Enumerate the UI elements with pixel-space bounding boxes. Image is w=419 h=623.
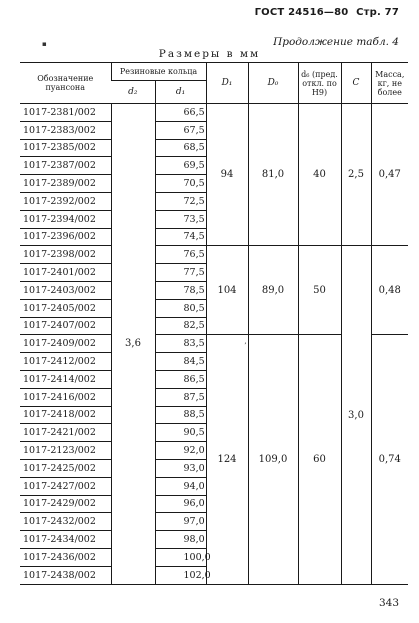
row-designation: 1017-2409/002 bbox=[20, 335, 111, 353]
row-designation: 1017-2414/002 bbox=[20, 370, 111, 388]
print-speck: ▪ bbox=[42, 40, 47, 48]
row-designation: 1017-2418/002 bbox=[20, 406, 111, 424]
row-d1: 86,5 bbox=[155, 370, 206, 388]
column-header-D1: D₁ bbox=[206, 63, 248, 104]
column-header-designation: Обозначение пуансона bbox=[20, 63, 111, 104]
row-designation: 1017-2407/002 bbox=[20, 317, 111, 335]
row-d1: 92,0 bbox=[155, 442, 206, 460]
row-designation: 1017-2421/002 bbox=[20, 424, 111, 442]
cell-mass-group-1: 0,47 bbox=[371, 104, 408, 246]
cell-d6-group-3: 60 bbox=[298, 335, 341, 584]
row-designation: 1017-2416/002 bbox=[20, 388, 111, 406]
column-header-mass: Масса, кг, не более bbox=[371, 63, 408, 104]
row-designation: 1017-2381/002 bbox=[20, 104, 111, 122]
row-designation: 1017-2436/002 bbox=[20, 548, 111, 566]
cell-C-shared: 3,0 bbox=[341, 246, 371, 584]
row-designation: 1017-2401/002 bbox=[20, 264, 111, 282]
row-d1: 98,0 bbox=[155, 531, 206, 549]
row-d1: 80,5 bbox=[155, 299, 206, 317]
sizes-title: Размеры в мм bbox=[158, 48, 261, 60]
row-d1: 73,5 bbox=[155, 210, 206, 228]
row-d1: 77,5 bbox=[155, 264, 206, 282]
row-designation: 1017-2389/002 bbox=[20, 175, 111, 193]
row-d1: 102,0 bbox=[155, 566, 206, 584]
row-designation: 1017-2383/002 bbox=[20, 121, 111, 139]
cell-mass-group-3: 0,74 bbox=[371, 335, 408, 584]
row-d1: 94,0 bbox=[155, 477, 206, 495]
row-d1: 90,5 bbox=[155, 424, 206, 442]
row-d1: 68,5 bbox=[155, 139, 206, 157]
row-d1: 84,5 bbox=[155, 353, 206, 371]
cell-D1-group-1: 94 bbox=[206, 104, 248, 246]
row-d1: 69,5 bbox=[155, 157, 206, 175]
row-d1: 78,5 bbox=[155, 281, 206, 299]
row-d1: 93,0 bbox=[155, 459, 206, 477]
row-designation: 1017-2396/002 bbox=[20, 228, 111, 246]
column-header-C: C bbox=[341, 63, 371, 104]
row-designation: 1017-2392/002 bbox=[20, 192, 111, 210]
standard-number: ГОСТ 24516—80 bbox=[254, 7, 349, 18]
print-speck: ʼ bbox=[244, 342, 247, 350]
column-header-d6: d₆ (пред. откл. по H9) bbox=[298, 63, 341, 104]
row-d1: 97,0 bbox=[155, 513, 206, 531]
cell-D1-group-3: 124 bbox=[206, 335, 248, 584]
column-header-D0: D₀ bbox=[248, 63, 298, 104]
row-d1: 76,5 bbox=[155, 246, 206, 264]
cell-d6-group-1: 40 bbox=[298, 104, 341, 246]
cell-d6-group-2: 50 bbox=[298, 246, 341, 335]
row-designation: 1017-2425/002 bbox=[20, 459, 111, 477]
row-designation: 1017-2394/002 bbox=[20, 210, 111, 228]
row-d1: 96,0 bbox=[155, 495, 206, 513]
cell-C-group-1: 2,5 bbox=[341, 104, 371, 246]
column-header-d2: d₂ bbox=[111, 81, 155, 104]
row-designation: 1017-2387/002 bbox=[20, 157, 111, 175]
page-number: 343 bbox=[378, 597, 399, 609]
row-d1: 70,5 bbox=[155, 175, 206, 193]
row-designation: 1017-2434/002 bbox=[20, 531, 111, 549]
row-d1: 82,5 bbox=[155, 317, 206, 335]
table-row bbox=[20, 246, 408, 264]
column-header-rubber-rings: Резиновые кольца bbox=[111, 63, 206, 81]
row-d1: 67,5 bbox=[155, 121, 206, 139]
row-designation: 1017-2385/002 bbox=[20, 139, 111, 157]
cell-mass-group-2: 0,48 bbox=[371, 246, 408, 335]
row-designation: 1017-2398/002 bbox=[20, 246, 111, 264]
row-d1: 66,5 bbox=[155, 104, 206, 122]
cell-D0-group-3: 109,0 bbox=[248, 335, 298, 584]
cell-d2-shared: 3,6 bbox=[111, 104, 155, 585]
punch-dimensions-table bbox=[20, 62, 408, 585]
row-designation: 1017-2427/002 bbox=[20, 477, 111, 495]
row-d1: 83,5 bbox=[155, 335, 206, 353]
continuation-note: Продолжение табл. 4 bbox=[273, 36, 399, 48]
cell-D0-group-2: 89,0 bbox=[248, 246, 298, 335]
table-row bbox=[20, 104, 408, 122]
row-designation: 1017-2403/002 bbox=[20, 281, 111, 299]
page-label: Стр. 77 bbox=[356, 7, 399, 18]
row-designation: 1017-2438/002 bbox=[20, 566, 111, 584]
row-d1: 88,5 bbox=[155, 406, 206, 424]
row-d1: 74,5 bbox=[155, 228, 206, 246]
row-d1: 100,0 bbox=[155, 548, 206, 566]
row-d1: 72,5 bbox=[155, 192, 206, 210]
row-d1: 87,5 bbox=[155, 388, 206, 406]
cell-D1-group-2: 104 bbox=[206, 246, 248, 335]
column-header-d1: d₁ bbox=[155, 81, 206, 104]
cell-D0-group-1: 81,0 bbox=[248, 104, 298, 246]
row-designation: 1017-2412/002 bbox=[20, 353, 111, 371]
row-designation: 1017-2123/002 bbox=[20, 442, 111, 460]
row-designation: 1017-2405/002 bbox=[20, 299, 111, 317]
document-header bbox=[255, 7, 399, 18]
row-designation: 1017-2429/002 bbox=[20, 495, 111, 513]
row-designation: 1017-2432/002 bbox=[20, 513, 111, 531]
